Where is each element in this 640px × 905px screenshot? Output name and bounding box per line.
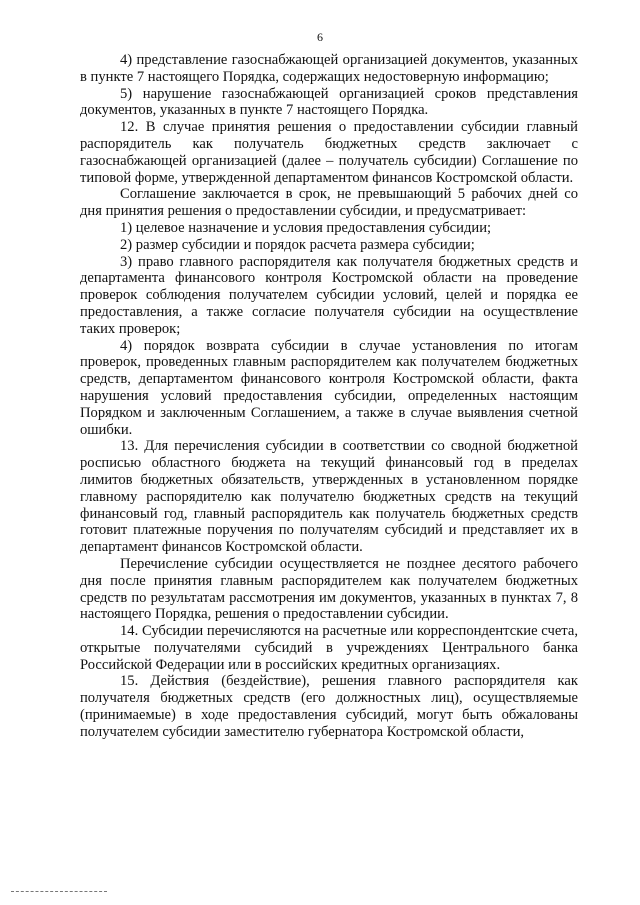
- paragraph-clause-12: 12. В случае принятия решения о предоставлении субсидии главный распорядитель как получатель бюджетных средств заключает с газоснабжающей организацией (далее – получатель субсидии) Соглашение по типовой форме, утвержденной департаментом финансов Костромской области.: [80, 119, 578, 186]
- footer-rule: [11, 891, 107, 892]
- paragraph-clause-15: 15. Действия (бездействие), решения главного распорядителя как получателя бюджетных средств (его должностных лиц), осуществляемые (принимаемые) в ходе предоставления субсидий, могут быть обжалованы получателем субсидии заместителю губернатора Костромской области,: [80, 673, 578, 740]
- paragraph-clause-14: 14. Субсидии перечисляются на расчетные или корреспондентские счета, открытые получателями субсидий в учреждениях Центрального банка Российской Федерации или в российских кредитных организациях.: [80, 623, 578, 673]
- paragraph-agreement-item-4: 4) порядок возврата субсидии в случае установления по итогам проверок, проведенных главным распорядителем как получателем бюджетных средств, департаментом финансового контроля Костромской области, факта нарушения условий предоставления субсидии, определенных настоящим Порядком и заключенным Соглашением, а также в случае выявления счетной ошибки.: [80, 337, 578, 438]
- paragraph-item-5-deadline-violation: 5) нарушение газоснабжающей организацией сроков представления документов, указанных в пункте 7 настоящего Порядка.: [80, 85, 578, 119]
- page-number: 6: [317, 30, 323, 44]
- paragraph-agreement-item-1: 1) целевое назначение и условия предоставления субсидии;: [120, 219, 492, 236]
- paragraph-agreement-term: Соглашение заключается в срок, не превышающий 5 рабочих дней со дня принятия решения о предоставлении субсидии, и предусматривает:: [80, 186, 578, 220]
- paragraph-clause-13: 13. Для перечисления субсидии в соответствии со сводной бюджетной росписью областного бюджета на текущий финансовый год в пределах лимитов бюджетных обязательств, утвержденных в установленном порядке главному распорядителю как получателю бюджетных средств на текущий финансовый год, главный распорядитель как получатель бюджетных средств готовит платежные поручения по получателям субсидий и представляет их в департамент финансов Костромской области.: [80, 438, 578, 556]
- paragraph-agreement-item-3: 3) право главного распорядителя как получателя бюджетных средств и департамента финансового контроля Костромской области на проведение проверок соблюдения получателем субсидии условий, целей и порядка ее предоставления, а также согласие получателя субсидии на осуществление таких проверок;: [80, 253, 578, 337]
- paragraph-item-4-misinformation: 4) представление газоснабжающей организацией документов, указанных в пункте 7 настоящего Порядка, содержащих недостоверную информацию;: [80, 52, 578, 85]
- paragraph-transfer-deadline: Перечисление субсидии осуществляется не позднее десятого рабочего дня после принятия главным распорядителем как получателем бюджетных средств по результатам рассмотрения им документов, указанных в пунктах 7, 8 настоящего Порядка, решения о предоставлении субсидии.: [80, 555, 578, 623]
- paragraph-agreement-item-2: 2) размер субсидии и порядок расчета размера субсидии;: [120, 236, 475, 253]
- document-body: [80, 52, 578, 741]
